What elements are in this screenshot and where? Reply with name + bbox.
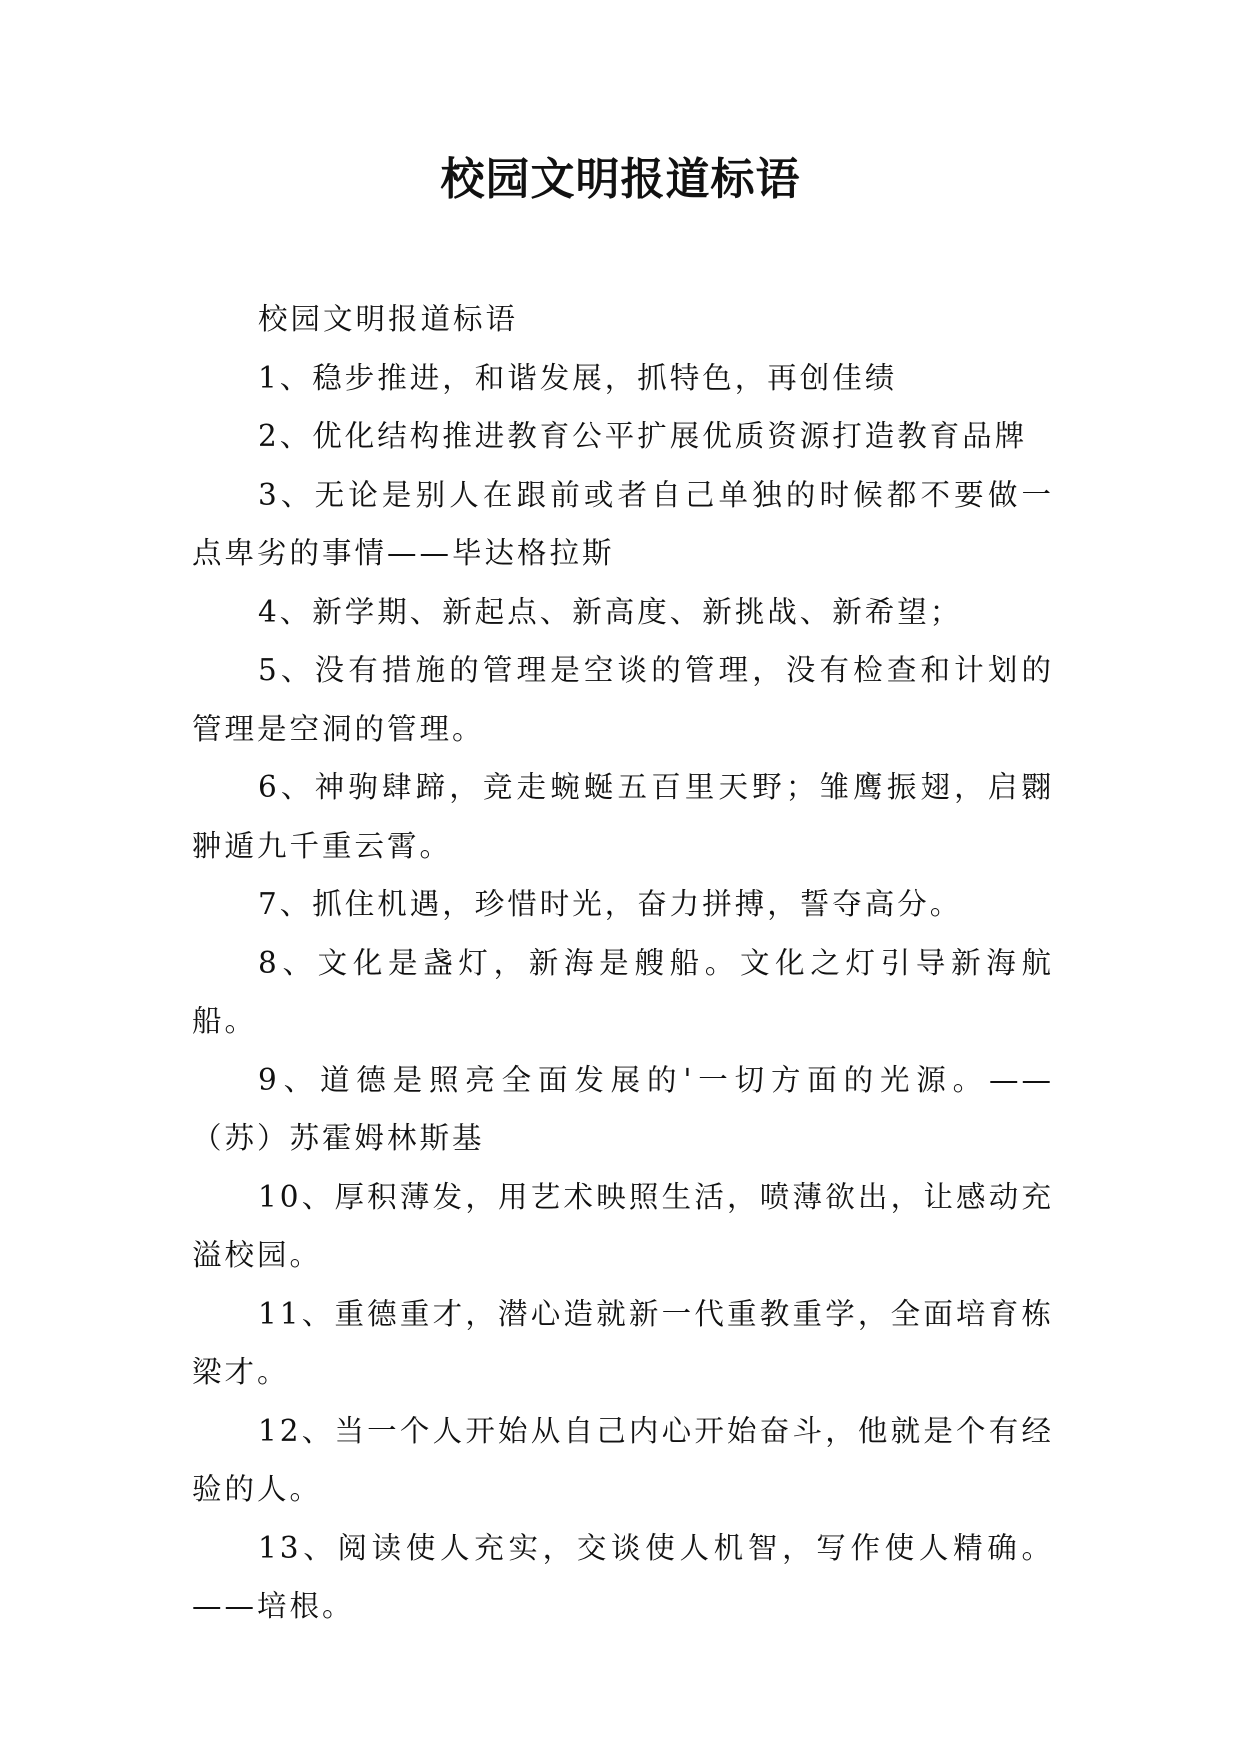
slogan-5: 5、没有措施的管理是空谈的管理，没有检查和计划的管理是空洞的管理。 [192,653,1054,746]
slogan-7: 7、抓住机遇，珍惜时光，奋力拼搏，誓夺高分。 [258,887,963,921]
slogan-10: 10、厚积薄发，用艺术映照生活，喷薄欲出，让感动充溢校园。 [192,1179,1054,1272]
document-body [192,290,1054,1636]
slogan-8: 8、文化是盏灯，新海是艘船。文化之灯引导新海航船。 [192,945,1054,1038]
slogan-2: 2、优化结构推进教育公平扩展优质资源打造教育品牌 [258,419,1028,453]
slogan-13: 13、阅读使人充实，交谈使人机智，写作使人精确。——培根。 [192,1530,1054,1623]
paragraph-intro: 校园文明报道标语 [258,302,519,336]
slogan-11: 11、重德重才，潜心造就新一代重教重学，全面培育栋梁才。 [192,1296,1054,1389]
slogan-1: 1、稳步推进，和谐发展，抓特色，再创佳绩 [258,360,898,395]
slogan-4: 4、新学期、新起点、新高度、新挑战、新希望； [258,594,963,629]
document-title: 校园文明报道标语 [440,154,801,205]
slogan-12: 12、当一个人开始从自己内心开始奋斗，他就是个有经验的人。 [192,1413,1054,1506]
slogan-6: 6、神驹肆蹄，竞走蜿蜒五百里天野；雏鹰振翅，启翾翀遁九千重云霄。 [192,770,1054,863]
slogan-3: 3、无论是别人在跟前或者自己单独的时候都不要做一点卑劣的事情——毕达格拉斯 [192,477,1054,570]
slogan-9: 9、道德是照亮全面发展的'一切方面的光源。——（苏）苏霍姆林斯基 [192,1062,1054,1155]
